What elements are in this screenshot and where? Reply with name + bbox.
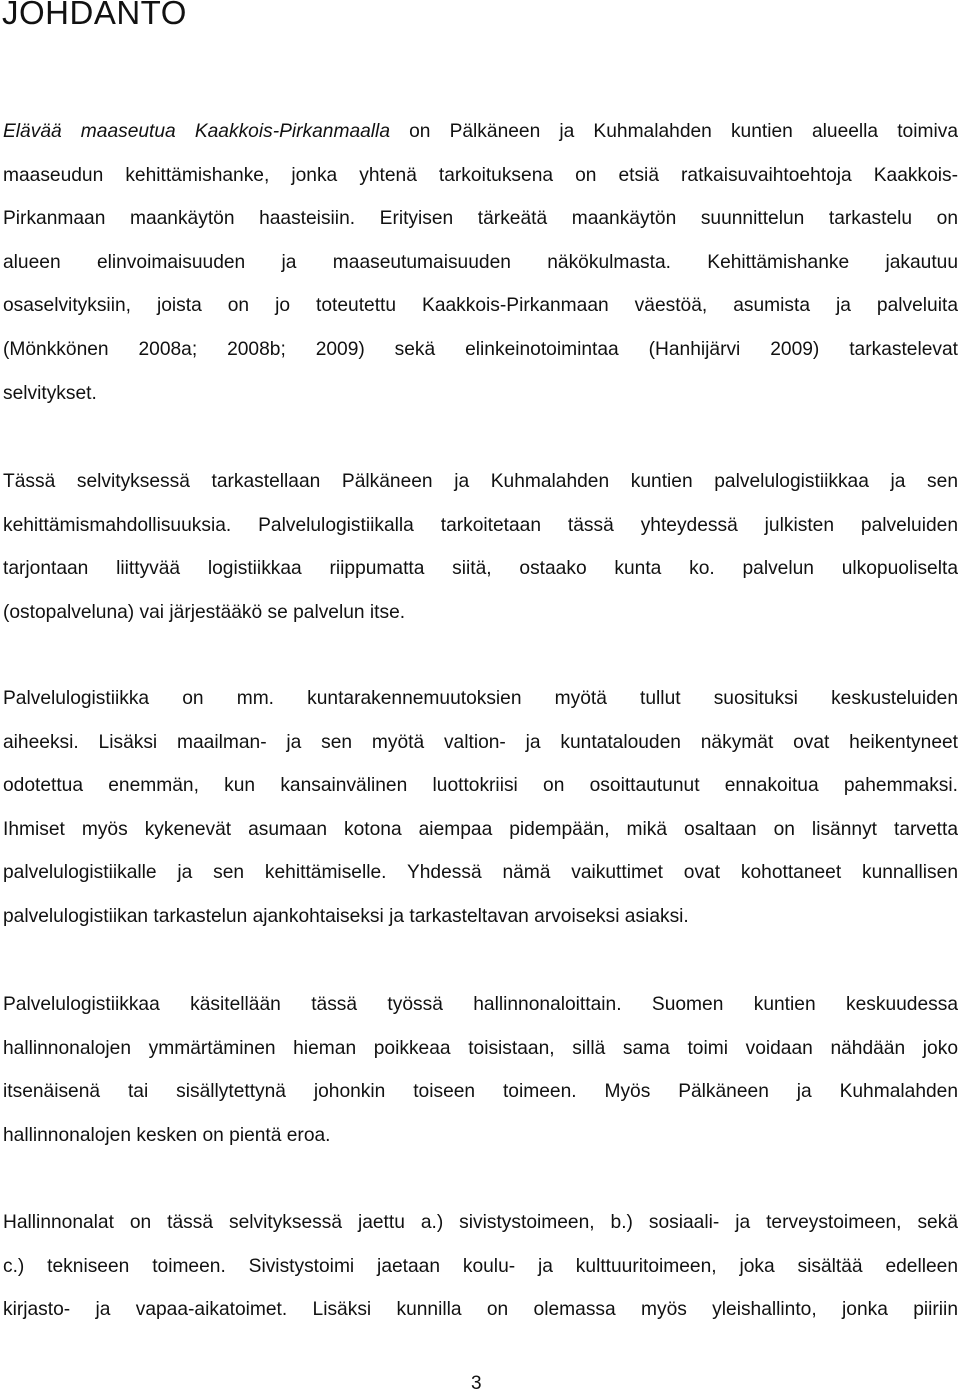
paragraph-2: [3, 460, 958, 634]
paragraph-line: alueen elinvoimaisuuden ja maaseutumaisuuden näkökulmasta. Kehittämishanke jakautuu: [3, 251, 958, 273]
paragraph-line: c.) tekniseen toimeen. Sivistystoimi jaetaan koulu- ja kulttuuritoimeen, joka sisältää edelleen: [3, 1255, 958, 1277]
paragraph-line: selvitykset.: [3, 382, 97, 404]
paragraph-line: (Mönkkönen 2008a; 2008b; 2009) sekä elinkeinotoimintaa (Hanhijärvi 2009) tarkastelevat: [3, 338, 958, 360]
paragraph-5: [3, 1201, 958, 1332]
line-text: on Pälkäneen ja Kuhmalahden kuntien alueella toimiva: [390, 121, 958, 142]
paragraph-line: hallinnonalojen kesken on pientä eroa.: [3, 1124, 331, 1146]
project-name: Elävää maaseutua Kaakkois-Pirkanmaalla: [3, 121, 390, 142]
paragraph-line: kirjasto- ja vapaa-aikatoimet. Lisäksi kunnilla on olemassa myös yleishallinto, jonka piiriin: [3, 1299, 958, 1321]
paragraph-line: aiheeksi. Lisäksi maailman- ja sen myötä valtion- ja kuntatalouden näkymät ovat heikentyneet: [3, 731, 958, 753]
paragraph-line: odotettua enemmän, kun kansainvälinen luottokriisi on osoittautunut ennakoitua pahemmaksi.: [3, 775, 958, 797]
paragraph-line: kehittämismahdollisuuksia. Palvelulogistiikalla tarkoitetaan tässä yhteydessä julkisten palveluiden: [3, 514, 958, 536]
paragraph-line: Hallinnonalat on tässä selvityksessä jaettu a.) sivistystoimeen, b.) sosiaali- ja terveystoimeen, sekä: [3, 1212, 958, 1233]
paragraph-4: [3, 983, 958, 1157]
paragraph-line: Palvelulogistiikkaa käsitellään tässä työssä hallinnonaloittain. Suomen kuntien keskuudessa: [3, 994, 958, 1015]
paragraph-line: Tässä selvityksessä tarkastellaan Pälkäneen ja Kuhmalahden kuntien palvelulogistiikkaa ja sen: [3, 471, 958, 492]
paragraph-3: [3, 677, 958, 939]
page-heading: JOHDANTO: [2, 0, 187, 31]
paragraph-line: hallinnonalojen ymmärtäminen hieman poikkeaa toisistaan, sillä sama toimi voidaan nähdään joko: [3, 1037, 958, 1059]
paragraph-line: tarjontaan liittyvää logistiikkaa riippumatta siitä, ostaako kunta ko. palvelun ulkopuoliselta: [3, 558, 958, 580]
paragraph-line: (ostopalveluna) vai järjestääkö se palvelun itse.: [3, 601, 406, 623]
paragraph-line: Pirkanmaan maankäytön haasteisiin. Erityisen tärkeätä maankäytön suunnittelun tarkastelu on: [3, 208, 958, 230]
paragraph-line: palvelulogistiikalle ja sen kehittämiselle. Yhdessä nämä vaikuttimet ovat kohottaneet kunnallisen: [3, 862, 958, 884]
paragraph-line: [3, 110, 958, 154]
paragraph-line: maaseudun kehittämishanke, jonka yhtenä tarkoituksena on etsiä ratkaisuvaihtoehtoja Kaakkois-: [3, 164, 958, 186]
intro-paragraph: [3, 110, 958, 415]
page-number: 3: [471, 1373, 482, 1394]
paragraph-line: Ihmiset myös kykenevät asumaan kotona aiempaa pidempään, mikä osaltaan on lisännyt tarvetta: [3, 818, 958, 840]
paragraph-line: osaselvityksiin, joista on jo toteutettu Kaakkois-Pirkanmaan väestöä, asumista ja palveluita: [3, 295, 958, 317]
paragraph-line: palvelulogistiikan tarkastelun ajankohtaiseksi ja tarkasteltavan arvoiseksi asiaksi.: [3, 905, 689, 927]
paragraph-line: itsenäisenä tai sisällytettynä johonkin toiseen toimeen. Myös Pälkäneen ja Kuhmalahden: [3, 1081, 958, 1103]
paragraph-line: Palvelulogistiikka on mm. kuntarakennemuutoksien myötä tullut suosituksi keskusteluiden: [3, 688, 958, 709]
